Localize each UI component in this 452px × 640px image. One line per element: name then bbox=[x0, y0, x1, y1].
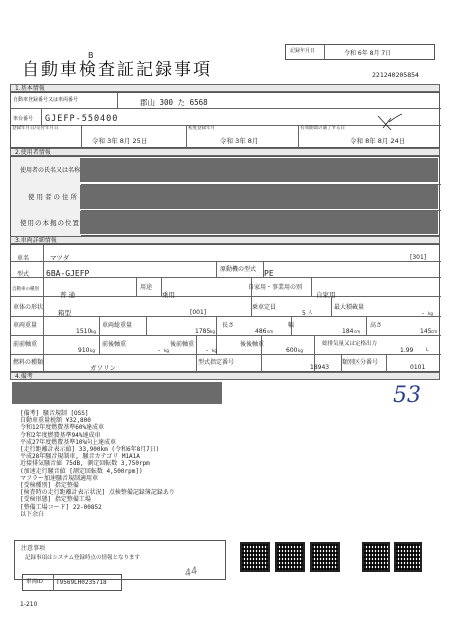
maker-label: 車名 bbox=[17, 255, 30, 262]
body-label: 車体の形状 bbox=[13, 304, 44, 311]
remarks-line: [検査時の走行距離計表示状況] 点検整備記録簿記録あり bbox=[20, 489, 175, 497]
width-label: 幅 bbox=[288, 322, 295, 329]
max-load-label: 最大積載量 bbox=[334, 304, 365, 311]
handwritten-check-icon bbox=[375, 112, 405, 134]
body-value: 箱型 bbox=[58, 309, 71, 317]
max-load-unit: kg bbox=[428, 311, 433, 316]
section-basic: 1.基本情報 bbox=[10, 84, 440, 92]
engine-value: PE bbox=[264, 269, 274, 278]
handwritten-scribble: 44 bbox=[183, 565, 199, 580]
ff-axle-value: 910 bbox=[78, 347, 90, 354]
car-id-label: 車両ID bbox=[26, 579, 43, 585]
redacted-base-location bbox=[80, 211, 438, 234]
model-label: 型式 bbox=[17, 271, 30, 278]
qr-code-icon bbox=[275, 542, 305, 572]
remarks-line: 以下余白 bbox=[20, 510, 45, 518]
qr-code-icon bbox=[240, 542, 270, 572]
weight-value: 1510 bbox=[76, 328, 92, 335]
record-date-box bbox=[285, 44, 435, 60]
remarks-line: 平成28年騒音規制車, 騒音カテゴリ M1A1A bbox=[20, 453, 140, 461]
car-id-value: T9569LH0235718 bbox=[56, 579, 107, 586]
qr-code-icon bbox=[362, 542, 390, 572]
remarks-line: 令和12年度燃費基準60%達成車 bbox=[20, 424, 105, 432]
height-unit: cm bbox=[431, 329, 438, 334]
notice-title: 注意事項 bbox=[21, 545, 46, 552]
remarks-line: [備考] 騒音規制 [OSS] bbox=[20, 410, 89, 417]
reg-number-label: 自動車登録番号又は車両番号 bbox=[13, 97, 79, 103]
gross-value: 1785 bbox=[195, 328, 211, 335]
ff-axle-unit: kg bbox=[90, 348, 95, 353]
remarks-line: [整備工場コード] 22-00852 bbox=[20, 503, 102, 511]
chassis-value: GJEFP-550400 bbox=[45, 114, 119, 124]
user-name-label: 使用者の氏名又は名称 bbox=[20, 167, 81, 174]
fr-axle-label: 前後軸重 bbox=[102, 341, 127, 348]
purpose-value: 自家用 bbox=[316, 291, 336, 299]
weight-label: 車両重量 bbox=[13, 322, 38, 329]
section-vehicle: 3.車両詳細情報 bbox=[10, 236, 440, 244]
first-reg-value: 令和 3年 8月 bbox=[220, 137, 259, 145]
first-reg-label: 初度登録年月 bbox=[188, 126, 215, 131]
remarks-line: マフラー加速騒音規制適用車 bbox=[20, 474, 99, 482]
record-date-label: 記録年月日 bbox=[290, 48, 316, 54]
document-number: 221240205854 bbox=[372, 71, 419, 79]
fuel-label: 燃料の種類 bbox=[13, 359, 44, 366]
displacement-value: 1.99 bbox=[400, 347, 414, 354]
displacement-label: 総排気量又は定格出力 bbox=[322, 341, 378, 347]
height-value: 145 bbox=[420, 328, 432, 335]
remarks-line: [受検種別] 指定整備 bbox=[20, 482, 79, 490]
user-address-label: 使用者の住所 bbox=[28, 193, 79, 201]
base-location-label: 使用の本拠の位置 bbox=[20, 219, 80, 227]
ff-axle-label: 前前軸重 bbox=[13, 341, 38, 348]
fr-axle-unit: kg bbox=[164, 348, 169, 353]
page-code: 1-210 bbox=[20, 601, 38, 608]
remarks-line: [受検形態] 指定整備工場 bbox=[20, 496, 91, 504]
redacted-user-name bbox=[80, 158, 438, 182]
capacity-label: 乗車定員 bbox=[252, 304, 277, 311]
record-date-value: 令和 6年 8月 7日 bbox=[344, 50, 392, 57]
remarks-list bbox=[20, 410, 175, 518]
class-label: 類別区分番号 bbox=[342, 359, 379, 366]
designation-value: 18943 bbox=[310, 364, 330, 371]
width-unit: cm bbox=[354, 329, 361, 334]
gross-unit: kg bbox=[210, 329, 215, 334]
class-value: 0101 bbox=[410, 364, 426, 371]
rf-axle-value: - bbox=[206, 347, 209, 354]
rr-axle-label: 後後軸重 bbox=[240, 341, 265, 348]
chassis-label: 車台番号 bbox=[13, 116, 34, 122]
remarks-line: 令和2年度燃費基準94%達成車 bbox=[20, 431, 101, 439]
header-mark: B bbox=[88, 51, 94, 60]
capacity-value: 5 bbox=[302, 310, 306, 317]
issue-date-label: 登録年月日/交付年月日 bbox=[12, 126, 59, 131]
max-load-value: - bbox=[422, 310, 425, 317]
height-label: 高さ bbox=[370, 322, 383, 329]
body-code: [001] bbox=[190, 309, 207, 316]
length-value: 486 bbox=[255, 328, 267, 335]
engine-label: 原動機の型式 bbox=[220, 266, 257, 273]
handwritten-number: 53 bbox=[393, 383, 421, 408]
issue-date-value: 令和 3年 8月 25日 bbox=[92, 137, 148, 145]
remarks-line: (加速走行騒音値 [測定回転数 4,500rpm]) bbox=[20, 467, 143, 475]
section-remarks: 4.備考 bbox=[10, 372, 440, 380]
remarks-line: 自動車重量税額 ¥32,800 bbox=[20, 417, 91, 425]
remarks-line: 平成27年度燃費基準10%向上達成車 bbox=[20, 438, 117, 446]
qr-code-icon bbox=[310, 542, 340, 572]
rf-axle-unit: kg bbox=[212, 348, 217, 353]
displacement-unit: L bbox=[426, 348, 429, 353]
car-id-box bbox=[22, 574, 122, 591]
qr-code-icon bbox=[394, 542, 422, 572]
use-value: 乗用 bbox=[162, 291, 175, 299]
car-type-label: 自動車の種別 bbox=[12, 287, 39, 292]
use-label: 用途 bbox=[140, 284, 153, 291]
weight-unit: kg bbox=[91, 329, 96, 334]
capacity-unit: 人 bbox=[308, 311, 313, 316]
page-title: 自動車検査証記録事項 bbox=[22, 60, 212, 80]
maker-code: [301] bbox=[410, 254, 427, 261]
car-type-value: 普 通 bbox=[60, 291, 76, 299]
rr-axle-value: 600 bbox=[286, 347, 298, 354]
fr-axle-value: - bbox=[158, 347, 161, 354]
vehicle-table bbox=[10, 244, 440, 372]
length-label: 長さ bbox=[222, 322, 235, 329]
expiry-label: 有効期間の満了する日 bbox=[300, 126, 345, 131]
length-unit: cm bbox=[267, 329, 274, 334]
purpose-label: 自家用・事業用の別 bbox=[248, 284, 303, 291]
section-user: 2.使用者情報 bbox=[10, 148, 440, 156]
model-value: 6BA-GJEFP bbox=[46, 269, 90, 278]
redacted-remarks bbox=[12, 382, 222, 404]
maker-value: マツダ bbox=[50, 254, 70, 262]
redacted-user-address bbox=[80, 185, 438, 209]
gross-label: 車両総重量 bbox=[102, 322, 133, 329]
remarks-line: [走行距離計表示値] 33,900km (令和6年8月7日) bbox=[20, 446, 160, 454]
expiry-value: 令和 8年 8月 24日 bbox=[350, 137, 406, 145]
rr-axle-unit: kg bbox=[298, 348, 303, 353]
notice-text: 記録事項はシステム登録時点の情報となります bbox=[25, 555, 140, 561]
width-value: 184 bbox=[342, 328, 354, 335]
rf-axle-label: 後前軸重 bbox=[170, 341, 195, 348]
reg-number-value: 郡山 300 た 6568 bbox=[140, 98, 208, 107]
designation-label: 型式指定番号 bbox=[198, 359, 235, 366]
remarks-line: 近接排気騒音値 75dB, 測定回転数 3,750rpm bbox=[20, 460, 150, 468]
fuel-value: ガソリン bbox=[90, 364, 116, 372]
